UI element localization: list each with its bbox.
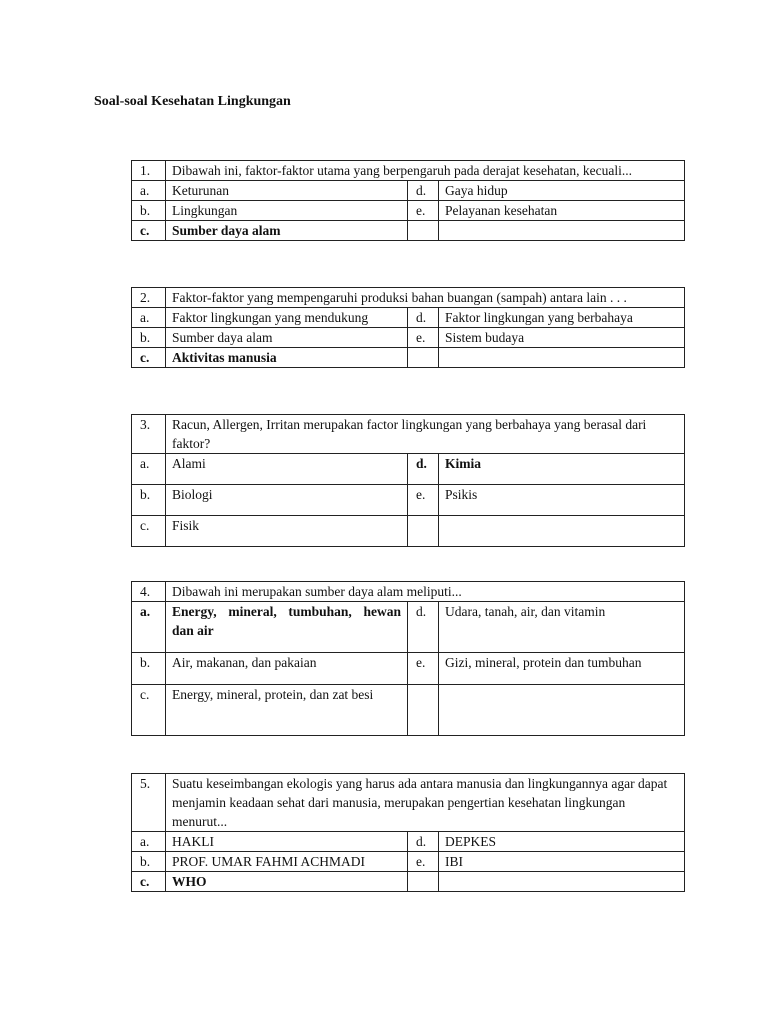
question-text: Racun, Allergen, Irritan merupakan factor lingkungan yang berbahaya yang berasal dari faktor? bbox=[166, 415, 685, 454]
option-a-label: a. bbox=[132, 181, 166, 201]
empty-cell bbox=[439, 221, 685, 241]
option-c-label: c. bbox=[132, 685, 166, 736]
document-title: Soal-soal Kesehatan Lingkungan bbox=[94, 94, 291, 109]
question-3-table bbox=[131, 414, 685, 547]
empty-cell bbox=[408, 685, 439, 736]
option-e-label: e. bbox=[408, 201, 439, 221]
option-d-text: DEPKES bbox=[439, 832, 685, 852]
option-c-label: c. bbox=[132, 221, 166, 241]
option-a-label: a. bbox=[132, 308, 166, 328]
empty-cell bbox=[408, 221, 439, 241]
empty-cell bbox=[408, 348, 439, 368]
option-a-label: a. bbox=[132, 454, 166, 485]
option-a-text: Energy, mineral, tumbuhan, hewan dan air bbox=[166, 602, 408, 653]
option-d-text: Udara, tanah, air, dan vitamin bbox=[439, 602, 685, 653]
question-4-table bbox=[131, 581, 685, 736]
question-1-table bbox=[131, 160, 685, 241]
option-c-text: Fisik bbox=[166, 516, 408, 547]
question-number: 4. bbox=[132, 582, 166, 602]
option-d-label: d. bbox=[408, 832, 439, 852]
option-c-label: c. bbox=[132, 516, 166, 547]
option-b-label: b. bbox=[132, 328, 166, 348]
option-e-text: Psikis bbox=[439, 485, 685, 516]
option-d-text: Gaya hidup bbox=[439, 181, 685, 201]
question-number: 5. bbox=[132, 774, 166, 832]
question-text: Dibawah ini merupakan sumber daya alam meliputi... bbox=[166, 582, 685, 602]
option-d-text: Faktor lingkungan yang berbahaya bbox=[439, 308, 685, 328]
option-a-text: Faktor lingkungan yang mendukung bbox=[166, 308, 408, 328]
option-c-label: c. bbox=[132, 872, 166, 892]
option-c-text: WHO bbox=[166, 872, 408, 892]
option-e-label: e. bbox=[408, 852, 439, 872]
option-b-text: Biologi bbox=[166, 485, 408, 516]
option-c-text: Sumber daya alam bbox=[166, 221, 408, 241]
question-text: Suatu keseimbangan ekologis yang harus ada antara manusia dan lingkungannya agar dapat menjamin keadaan sehat dari manusia, merupakan pengertian kesehatan lingkungan menurut... bbox=[166, 774, 685, 832]
empty-cell bbox=[439, 348, 685, 368]
empty-cell bbox=[439, 872, 685, 892]
question-text: Faktor-faktor yang mempengaruhi produksi bahan buangan (sampah) antara lain . . . bbox=[166, 288, 685, 308]
option-b-text: Air, makanan, dan pakaian bbox=[166, 653, 408, 685]
option-e-label: e. bbox=[408, 485, 439, 516]
option-b-label: b. bbox=[132, 201, 166, 221]
option-b-text: Lingkungan bbox=[166, 201, 408, 221]
option-a-text: Keturunan bbox=[166, 181, 408, 201]
option-e-label: e. bbox=[408, 328, 439, 348]
empty-cell bbox=[408, 872, 439, 892]
option-c-label: c. bbox=[132, 348, 166, 368]
option-a-label: a. bbox=[132, 832, 166, 852]
option-d-text: Kimia bbox=[439, 454, 685, 485]
option-a-text: Alami bbox=[166, 454, 408, 485]
empty-cell bbox=[439, 516, 685, 547]
option-e-text: Sistem budaya bbox=[439, 328, 685, 348]
option-d-label: d. bbox=[408, 181, 439, 201]
question-5-table bbox=[131, 773, 685, 892]
option-b-text: Sumber daya alam bbox=[166, 328, 408, 348]
question-number: 2. bbox=[132, 288, 166, 308]
empty-cell bbox=[408, 516, 439, 547]
question-number: 1. bbox=[132, 161, 166, 181]
option-b-label: b. bbox=[132, 653, 166, 685]
option-a-text: HAKLI bbox=[166, 832, 408, 852]
empty-cell bbox=[439, 685, 685, 736]
option-e-text: Gizi, mineral, protein dan tumbuhan bbox=[439, 653, 685, 685]
option-e-label: e. bbox=[408, 653, 439, 685]
option-d-label: d. bbox=[408, 454, 439, 485]
option-c-text: Aktivitas manusia bbox=[166, 348, 408, 368]
question-2-table bbox=[131, 287, 685, 368]
option-c-text: Energy, mineral, protein, dan zat besi bbox=[166, 685, 408, 736]
question-text: Dibawah ini, faktor-faktor utama yang berpengaruh pada derajat kesehatan, kecuali... bbox=[166, 161, 685, 181]
option-b-label: b. bbox=[132, 485, 166, 516]
option-e-text: IBI bbox=[439, 852, 685, 872]
option-e-text: Pelayanan kesehatan bbox=[439, 201, 685, 221]
option-d-label: d. bbox=[408, 602, 439, 653]
option-b-label: b. bbox=[132, 852, 166, 872]
option-d-label: d. bbox=[408, 308, 439, 328]
question-number: 3. bbox=[132, 415, 166, 454]
option-b-text: PROF. UMAR FAHMI ACHMADI bbox=[166, 852, 408, 872]
option-a-label: a. bbox=[132, 602, 166, 653]
